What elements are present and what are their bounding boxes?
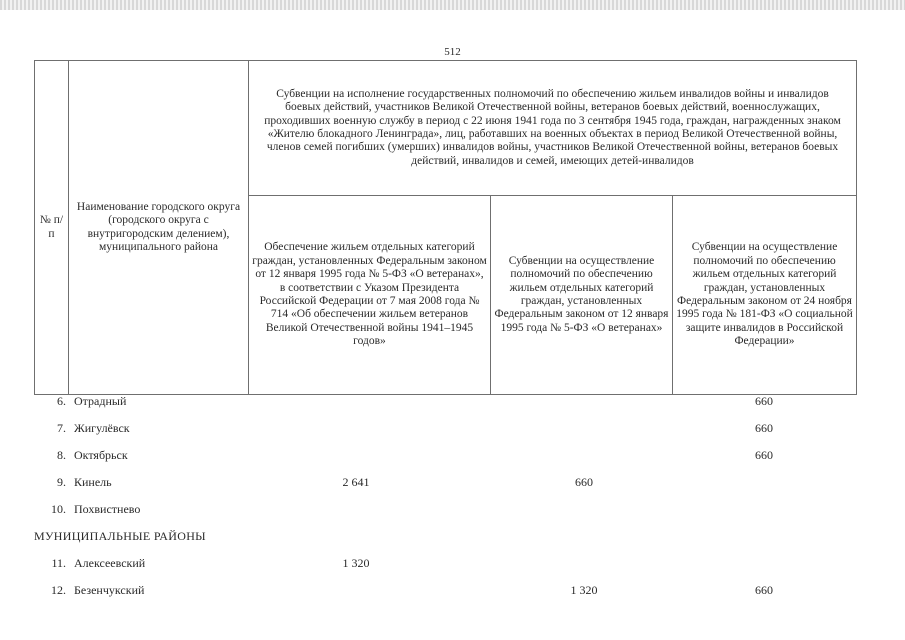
row-name: Алексеевский — [74, 556, 146, 570]
row-number: 11. — [51, 556, 66, 570]
header-sub-1: Обеспечение жильем отдельных категорий граждан, установленных Федеральным законом от 12 января 1995 года № 5-ФЗ «О ветеранах», в соответствии с Указом Президента Российской Федерации от 7 мая 2008 года № 714 «Об обеспечении жильем ветеранов Великой Отечественной войны 1941–1945 годов» — [249, 196, 491, 395]
table-row — [34, 415, 856, 442]
row-value-3: 660 — [755, 421, 773, 435]
row-value-3: 660 — [755, 583, 773, 597]
row-name: Отрадный — [74, 394, 127, 408]
row-value-3: 660 — [755, 448, 773, 462]
table-row — [34, 496, 856, 523]
header-col-main: Субвенции на исполнение государственных полномочий по обеспечению жильем инвалидов войны и инвалидов боевых действий, участников Великой Отечественной войны, ветеранов боевых действий, военнослужащих, проходивших военную службу в период с 22 июня 1941 года по 3 сентября 1945 года, граждан, награжденных знаком «Жителю блокадного Ленинграда», лиц, работавших на военных объектах в период Великой Отечественной войны, членов семей погибших (умерших) инвалидов войны, участников Великой Отечественной войны, ветеранов боевых действий, инвалидов и семей, имеющих детей-инвалидов — [249, 61, 857, 196]
row-name: Октябрьск — [74, 448, 128, 462]
table-row — [34, 550, 856, 577]
scan-edge — [0, 0, 905, 10]
table-body — [34, 388, 856, 604]
row-number: 9. — [57, 475, 66, 489]
section-title: МУНИЦИПАЛЬНЫЕ РАЙОНЫ — [34, 529, 206, 543]
row-name: Кинель — [74, 475, 112, 489]
row-name: Жигулёвск — [74, 421, 130, 435]
row-value-1: 1 320 — [342, 556, 370, 570]
row-number: 6. — [57, 394, 66, 408]
row-number: 8. — [57, 448, 66, 462]
row-value-2: 660 — [575, 475, 593, 489]
row-name: Похвистнево — [74, 502, 141, 516]
row-number: 12. — [51, 583, 66, 597]
table-row — [34, 469, 856, 496]
row-value-3: 660 — [755, 394, 773, 408]
table-row — [34, 388, 856, 415]
row-value-2: 1 320 — [570, 583, 598, 597]
section-row — [34, 523, 856, 550]
header-col-number: № п/п — [35, 61, 69, 395]
table-header — [34, 60, 857, 395]
header-col-name: Наименование городского округа (городского округа с внутригородским делением), муниципального района — [69, 61, 249, 395]
header-sub-3: Субвенции на осуществление полномочий по обеспечению жильем отдельных категорий граждан, установленных Федеральным законом от 24 ноября 1995 года № 181-ФЗ «О социальной защите инвалидов в Российской Федерации» — [673, 196, 857, 395]
header-sub-2: Субвенции на осуществление полномочий по обеспечению жильем отдельных категорий граждан, установленных Федеральным законом от 12 января 1995 года № 5-ФЗ «О ветеранах» — [491, 196, 673, 395]
table-row — [34, 442, 856, 469]
row-value-1: 2 641 — [342, 475, 370, 489]
row-number: 7. — [57, 421, 66, 435]
row-number: 10. — [51, 502, 66, 516]
page-number: 512 — [444, 46, 461, 58]
table-row — [34, 577, 856, 604]
row-name: Безенчукский — [74, 583, 145, 597]
